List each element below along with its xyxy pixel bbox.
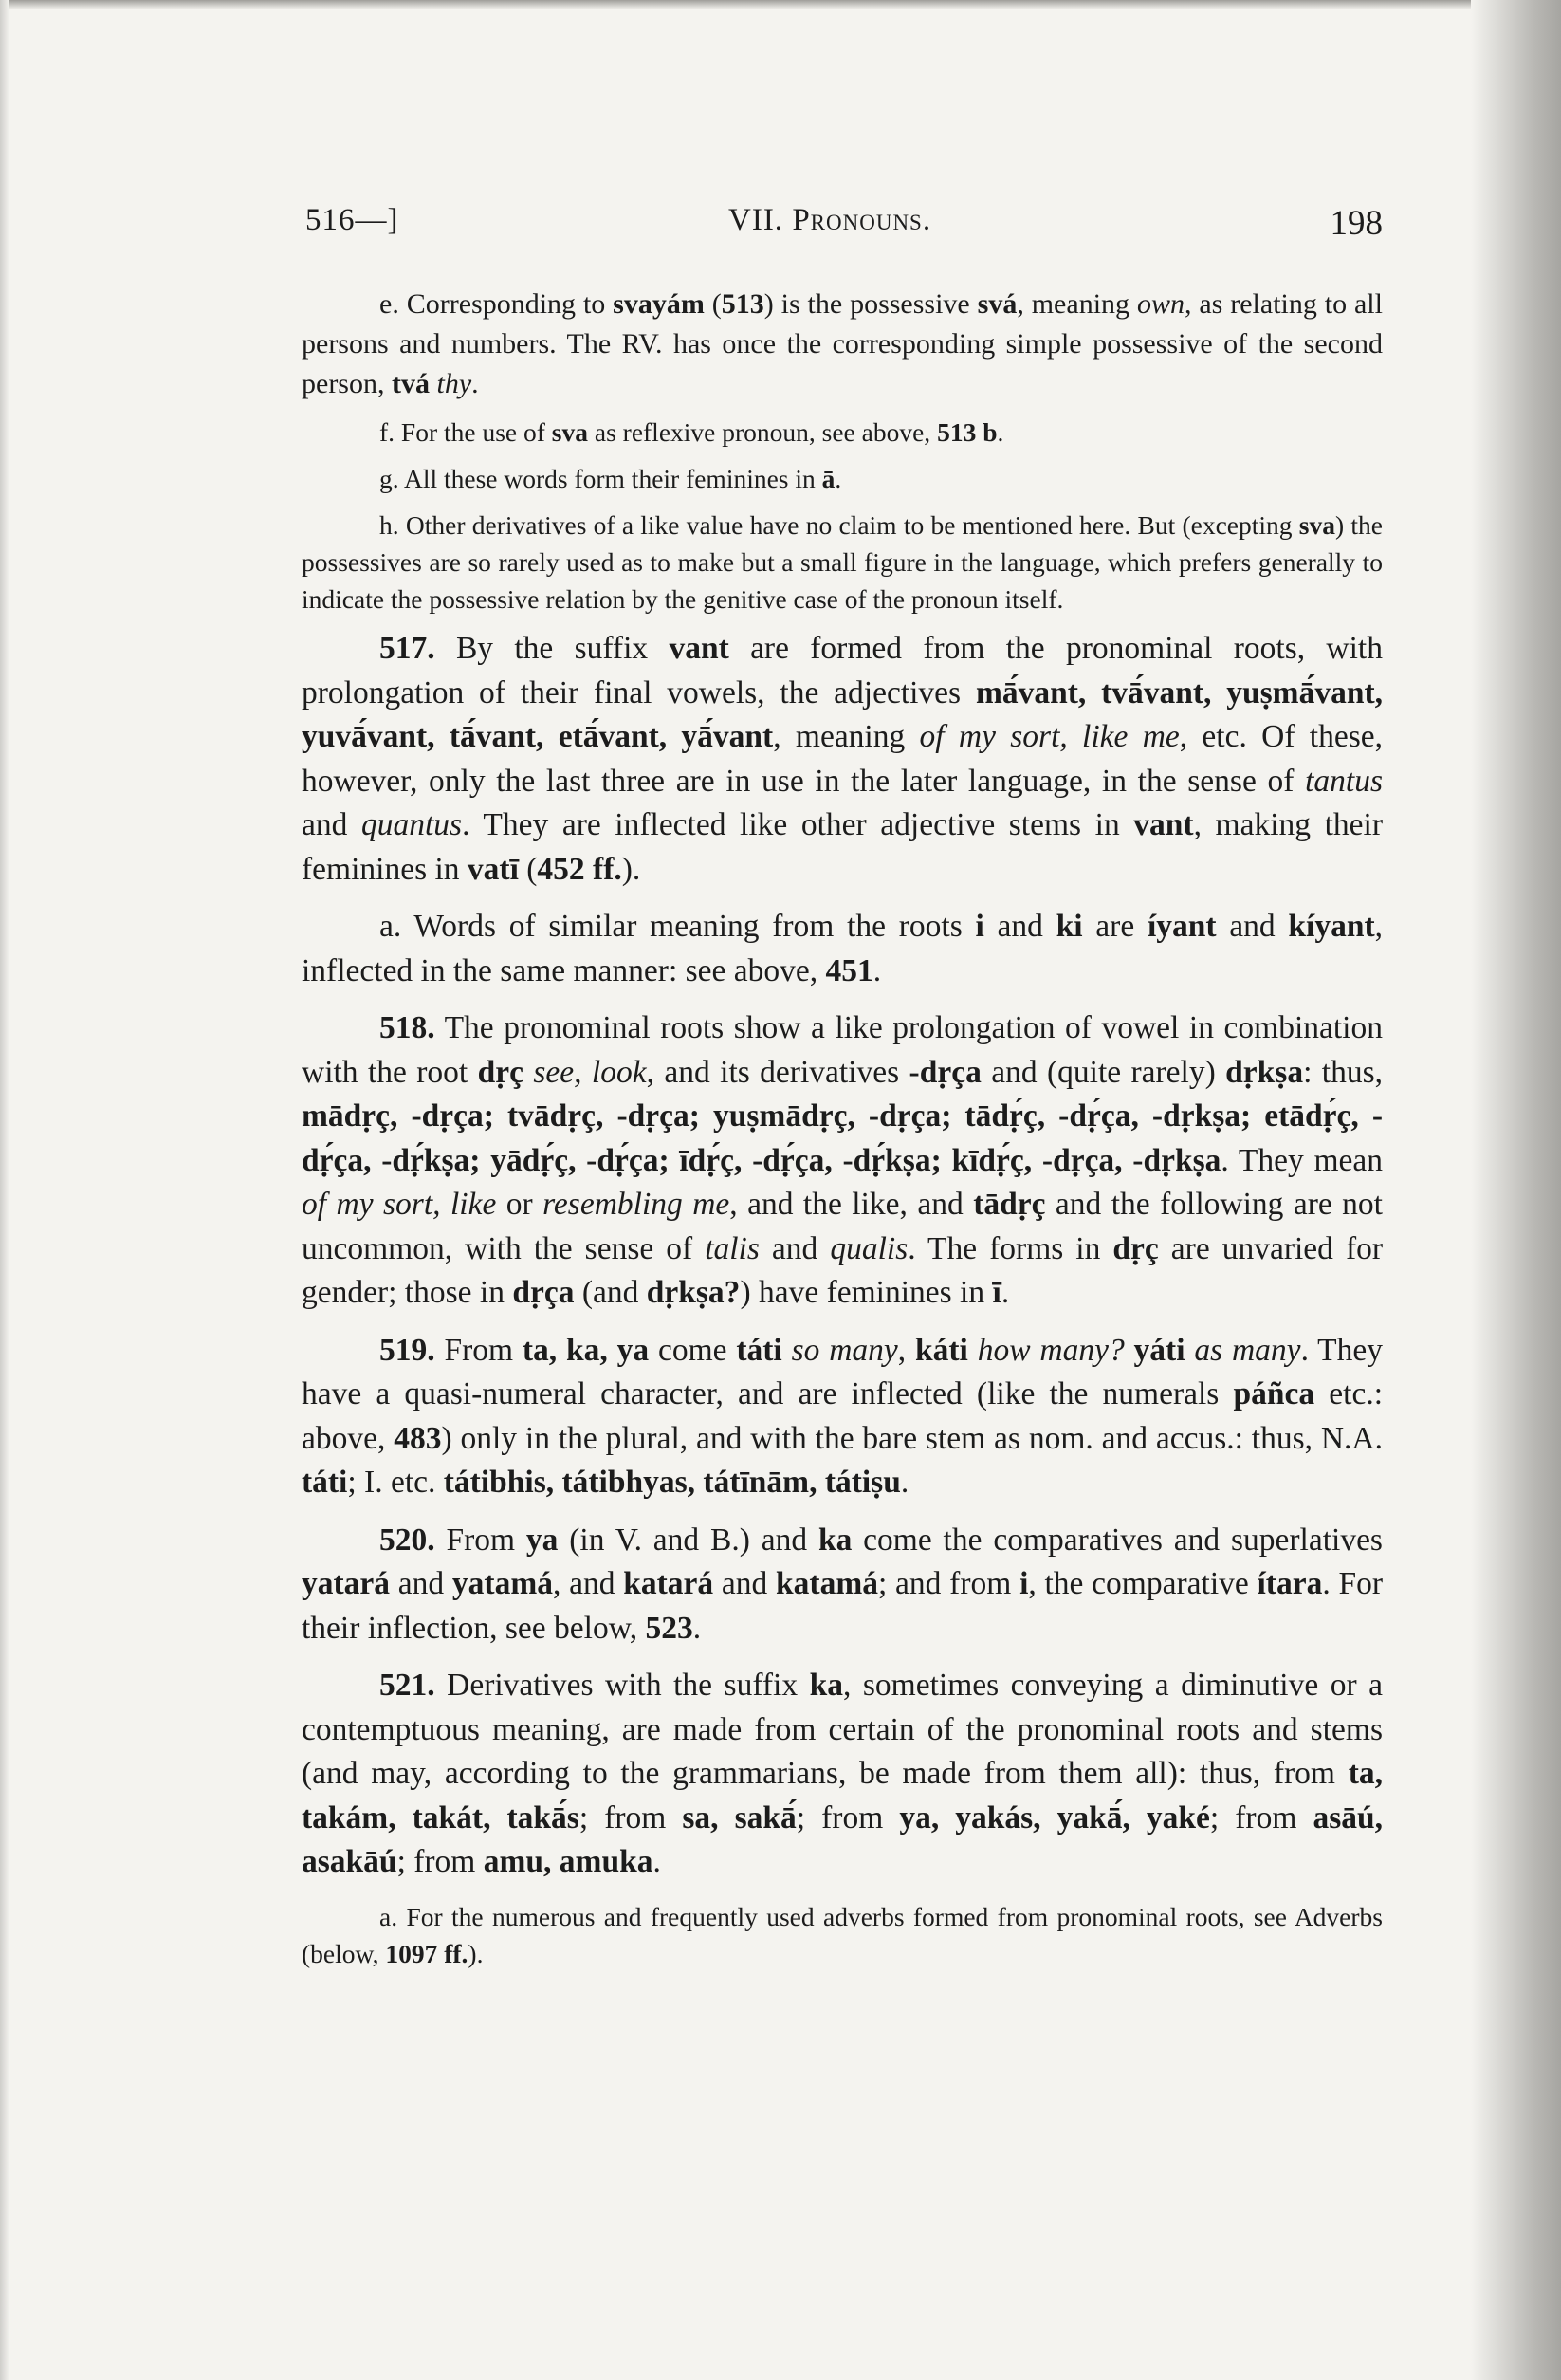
paragraph-marker: f. [379, 417, 395, 447]
text-run: and [983, 909, 1056, 944]
gloss: of my sort, like [302, 1187, 497, 1222]
text-run [523, 1055, 533, 1090]
text-run: are formed from the pronominal roots, with prolongation of their final vowels, the adjectives [302, 631, 1383, 710]
sanskrit-term: ā [821, 464, 836, 493]
text-run: ) only in the plural, and with the bare stem as nom. and accus.: thus, N.A. [441, 1420, 1383, 1456]
page-body [302, 190, 1383, 1982]
sanskrit-term: dṛç [1112, 1230, 1159, 1266]
text-run: . [900, 1465, 909, 1500]
text-run: , as relating to all persons and numbers. The RV. has once the corresponding simple possessive of the second person, [302, 288, 1383, 399]
text-run: , and the like, and [729, 1187, 974, 1222]
sanskrit-term: asāú, asakāú [302, 1799, 1383, 1879]
text-run: come [649, 1332, 737, 1368]
text-run: Words of similar meaning from the roots [401, 909, 976, 944]
section-ref: 452 ff. [537, 851, 622, 887]
sanskrit-term: ya, yakás, yakā́, yaké [899, 1799, 1210, 1836]
paragraph-519 [302, 1329, 1383, 1505]
section-number: 520. [379, 1522, 435, 1558]
sanskrit-term: páñca [1233, 1376, 1315, 1411]
text-run: ; and from [878, 1566, 1020, 1601]
text-run: . They mean [1221, 1142, 1383, 1178]
paragraph-521 [302, 1664, 1383, 1885]
sanskrit-term: sa, sakā́ [682, 1799, 797, 1836]
sanskrit-term: ī [992, 1275, 1001, 1310]
text-run: . [872, 952, 882, 988]
sanskrit-term: táti [302, 1465, 348, 1500]
sanskrit-term: katamá [776, 1566, 878, 1601]
text-run: All these words form their feminines in [398, 464, 822, 493]
sanskrit-term: yáti [1133, 1332, 1185, 1368]
text-run: etc.: above, [302, 1376, 1383, 1456]
sanskrit-term: vant [1133, 807, 1194, 842]
chapter-number: VII. [728, 203, 784, 237]
sanskrit-term: sva [551, 417, 588, 447]
text-run: . They have a quasi-numeral character, and are inflected (like the numerals [302, 1332, 1384, 1411]
sanskrit-term: tādṛç [973, 1187, 1046, 1222]
sanskrit-term: mādṛç, -dṛça; tvādṛç, -dṛça; yuṣmādṛç, -dṛça; tādṛ́ç, -dṛ́ça, -dṛkṣa; etādṛ́ç, -dṛ́ça, -dṛ́kṣa; yādṛ́ç, -dṛ́ça; īdṛ́ç, -dṛ́ça, -dṛ́kṣa; kīdṛ́ç, -dṛça, -dṛkṣa [302, 1098, 1383, 1178]
sanskrit-term: -dṛça [909, 1054, 982, 1090]
paragraph-517 [302, 627, 1383, 892]
text-run: ( [518, 851, 538, 887]
text-run: , meaning [773, 719, 920, 754]
text-run: ) is the possessive [763, 288, 978, 320]
text-run: Corresponding to [398, 288, 614, 320]
text-run: , inflected in the same manner: see above, [302, 909, 1383, 988]
text-run [1125, 1333, 1134, 1368]
sanskrit-term: kíyant [1288, 909, 1375, 944]
paragraph-516h [302, 507, 1383, 618]
text-run: . [835, 464, 842, 493]
text-run: ; from [578, 1799, 683, 1836]
text-run: , the comparative [1028, 1566, 1258, 1601]
text-run: as reflexive pronoun, see above, [588, 417, 938, 447]
gloss: qualis [830, 1230, 909, 1266]
text-run: For the numerous and frequently used adverbs formed from pronominal roots, see Adverbs (below, [302, 1901, 1383, 1968]
gloss: how many? [977, 1332, 1125, 1368]
paragraph-marker: a. [379, 909, 402, 944]
section-ref: 523 [645, 1610, 693, 1646]
paragraph-516f [302, 414, 1383, 451]
sanskrit-term: ta, takám, takát, takā́s [302, 1756, 1383, 1836]
running-head [302, 190, 1383, 247]
sanskrit-term: sva [1298, 510, 1335, 540]
text-run: . [692, 1610, 702, 1646]
scan-edge-top [0, 0, 1561, 9]
sanskrit-term: yatamá [451, 1566, 553, 1601]
sanskrit-term: svá [977, 288, 1018, 320]
gloss: quantus [360, 807, 463, 842]
text-run: ). [468, 1938, 484, 1968]
sanskrit-term: ya [525, 1522, 559, 1558]
gloss: talis [705, 1230, 760, 1266]
text-run: ; I. etc. [347, 1465, 444, 1500]
text-run: From [434, 1522, 526, 1558]
text-run [968, 1333, 978, 1368]
paragraph-520 [302, 1519, 1383, 1651]
paragraph-516e [302, 285, 1383, 404]
paragraph-marker: e. [379, 288, 399, 320]
text-run: . [652, 1844, 661, 1879]
text-run: are unvaried for gender; those in [302, 1230, 1384, 1310]
section-ref: 1097 ff. [385, 1938, 468, 1968]
sanskrit-term: ítara [1257, 1566, 1323, 1601]
text-run: (and [574, 1275, 647, 1310]
section-ref: 513 b [937, 417, 998, 447]
text-run: ) the possessives are so rarely used as to make but a small figure in the language, which prefers generally to indicate the possessive relation by the genitive case of the pronoun itself. [302, 510, 1383, 614]
section-number: 518. [379, 1010, 435, 1045]
text-run: ). [621, 851, 641, 887]
text-run: or [496, 1187, 543, 1222]
gloss: thy [436, 368, 472, 399]
text-run: , etc. Of these, however, only the last three are in use in the later language, in the sense of [302, 719, 1383, 799]
scan-edge-right [1471, 0, 1561, 2380]
sanskrit-term: tvá [391, 368, 430, 399]
gloss: of my sort, like me [919, 719, 1180, 754]
text-run: The pronominal roots show a like prolongation of vowel in combination with the root [302, 1010, 1383, 1090]
sanskrit-term: dṛkṣa [1225, 1054, 1304, 1090]
text-run: ; from [796, 1799, 900, 1836]
text-run: , making their feminines in [302, 807, 1384, 887]
text-run [1185, 1333, 1195, 1368]
paragraph-516g [302, 460, 1383, 497]
text-run: ; from [1209, 1799, 1313, 1836]
section-number: 517. [379, 631, 435, 666]
text-run: come the comparatives and superlatives [852, 1522, 1383, 1558]
sanskrit-term: tátibhis, tátibhyas, tátīnām, tátiṣu [443, 1465, 901, 1500]
text-run: and the following are not uncommon, with the sense of [302, 1187, 1383, 1266]
chapter-heading [728, 203, 931, 238]
section-number: 519. [379, 1332, 435, 1368]
text-run: and [302, 807, 361, 842]
sanskrit-term: ki [1056, 909, 1083, 944]
section-number: 521. [379, 1668, 435, 1703]
paragraph-521a [302, 1898, 1383, 1972]
section-ref: 513 [721, 288, 764, 320]
text-run [782, 1333, 792, 1368]
text-run: : thus, [1303, 1054, 1384, 1090]
gloss: see, look [533, 1054, 647, 1090]
text-run: and (quite rarely) [981, 1054, 1226, 1090]
section-reference: 516—] [305, 203, 399, 237]
text-run: ( [704, 288, 722, 320]
text-run: From [434, 1332, 523, 1368]
gloss: as many [1194, 1332, 1301, 1368]
sanskrit-term: vant [669, 631, 729, 666]
text-run: By the suffix [434, 631, 670, 666]
sanskrit-term: mā́vant, tvā́vant, yuṣmā́vant, yuvā́vant, tā́vant, etā́vant, yā́vant [302, 674, 1383, 754]
text-run: and [390, 1566, 452, 1601]
sanskrit-term: káti [915, 1332, 968, 1368]
scan-edge-left [0, 0, 9, 2380]
text-run: . [471, 368, 479, 399]
text-run: are [1082, 909, 1148, 944]
sanskrit-term: íyant [1147, 909, 1217, 944]
sanskrit-term: svayám [613, 288, 705, 320]
text-run: ) have feminines in [740, 1275, 993, 1310]
text-run: and [759, 1230, 831, 1266]
text-run: . The forms in [908, 1230, 1113, 1266]
text-run: ; from [396, 1844, 484, 1879]
text-run: . [997, 417, 1004, 447]
text-run: . [1001, 1275, 1010, 1310]
sanskrit-term: táti [736, 1332, 782, 1368]
page-number: 198 [1330, 204, 1383, 243]
section-ref: 483 [394, 1420, 442, 1456]
paragraph-marker: g. [379, 464, 399, 493]
paragraph-517a [302, 905, 1383, 993]
gloss: so many [791, 1332, 898, 1368]
sanskrit-term: ka [817, 1522, 853, 1558]
text-run: . They are inflected like other adjective stems in [462, 807, 1134, 842]
text-run: Other derivatives of a like value have no claim to be mentioned here. But (excepting [398, 510, 1299, 540]
sanskrit-term: yatará [302, 1566, 391, 1601]
gloss: resembling me [542, 1187, 730, 1222]
paragraph-518 [302, 1006, 1383, 1316]
paragraph-marker: h. [379, 510, 399, 540]
text-run: . For their inflection, see below, [302, 1566, 1384, 1646]
section-ref: 451 [825, 952, 873, 988]
text-run: , [897, 1332, 915, 1368]
gloss: own [1136, 288, 1185, 320]
sanskrit-term: dṛç [477, 1054, 523, 1090]
sanskrit-term: amu, amuka [483, 1844, 653, 1879]
text-run: Derivatives with the suffix [434, 1668, 810, 1703]
sanskrit-term: i [975, 909, 984, 944]
sanskrit-term: i [1019, 1566, 1029, 1601]
sanskrit-term: katará [623, 1566, 714, 1601]
sanskrit-term: ta, ka, ya [522, 1332, 650, 1368]
paragraph-marker: a. [379, 1901, 398, 1931]
sanskrit-term: dṛça [512, 1275, 575, 1310]
text-run: and [1216, 909, 1289, 944]
text-run: , and its derivatives [646, 1054, 909, 1090]
sanskrit-term: vatī [467, 851, 519, 887]
text-run: , sometimes conveying a diminutive or a contemptuous meaning, are made from certain of the pronominal roots and stems (and may, according to the grammarians, be made from them all): thus, from [302, 1668, 1384, 1791]
text-run: (in V. and B.) and [558, 1522, 818, 1558]
text-run: For the use of [395, 417, 552, 447]
text-run: and [713, 1566, 777, 1601]
sanskrit-term: dṛkṣa? [646, 1275, 741, 1310]
text-run: , and [552, 1566, 624, 1601]
text-run: , meaning [1017, 288, 1137, 320]
sanskrit-term: ka [809, 1668, 843, 1703]
chapter-title: Pronouns. [792, 203, 932, 237]
gloss: tantus [1305, 763, 1383, 799]
